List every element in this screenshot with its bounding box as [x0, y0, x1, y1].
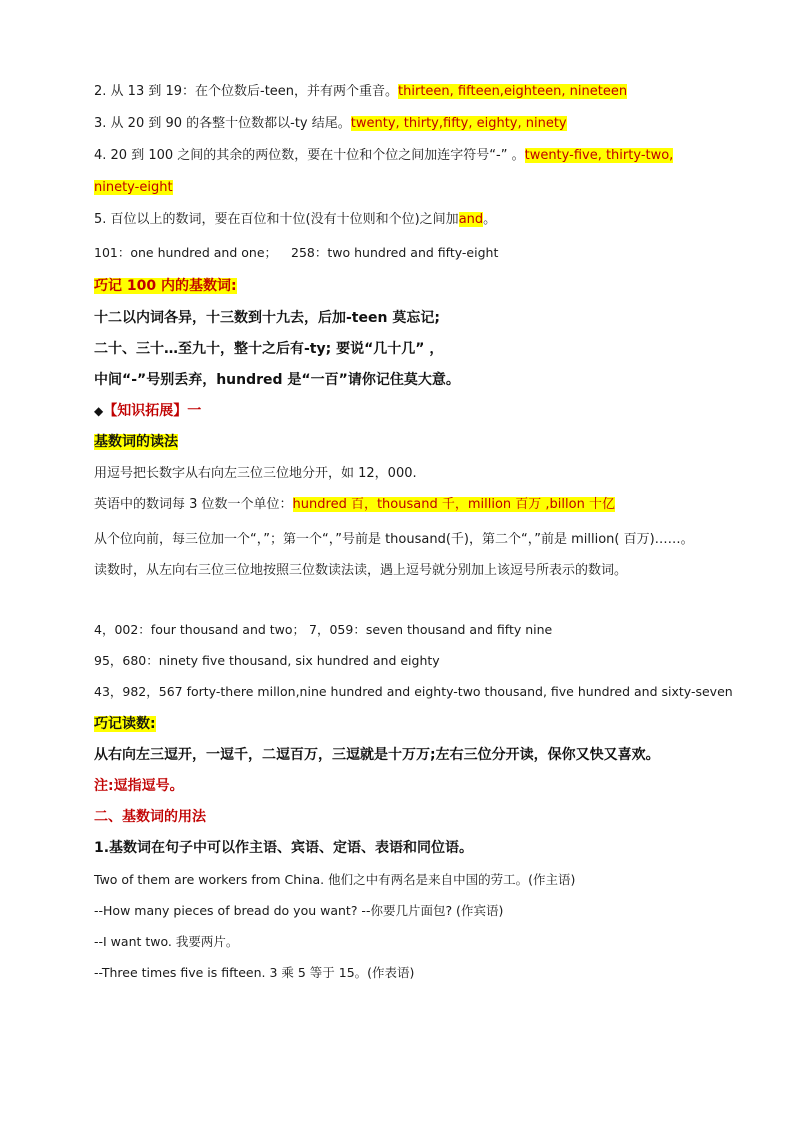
- mnemonic-2-title: 巧记读数:: [94, 716, 156, 732]
- rule-2: [94, 82, 627, 102]
- extension-subtitle: 基数词的读法: [94, 434, 178, 450]
- extension-header: [94, 401, 201, 422]
- rule-4-cont: [94, 178, 173, 198]
- mnemonic-2-line-1: 从右向左三逗开，一逗千，二逗百万，三逗就是十万万;左右三位分开读，保你又快又喜欢。: [94, 747, 660, 763]
- rule-4-highlight-2: ninety-eight: [94, 180, 173, 195]
- extension-para-3: 从个位向前，每三位加一个“，”；第一个“，”号前是 thousand(千)，第二个“，”前是 million( 百万)……。读数时，从左向右三位三位地按照三位数读法读，遇上逗号就分别加上该逗号所表示的数词。: [94, 532, 694, 578]
- reading-example-1: 4，002：four thousand and two； 7，059：seven thousand and fifty nine: [94, 622, 553, 637]
- reading-example-2: 95，680：ninety five thousand, six hundred and eighty: [94, 653, 440, 668]
- extension-para-1: 用逗号把长数字从右向左三位三位地分开，如 12，000.: [94, 466, 417, 481]
- rule-2-highlight: thirteen, fifteen,eighteen, nineteen: [398, 84, 628, 99]
- mnemonic-1-title: 巧记 100 内的基数词:: [94, 278, 237, 294]
- mnemonic-1-line-2: 二十、三十…至九十，整十之后有-ty; 要说“几十几” ，: [94, 341, 444, 357]
- rule-3-text: 3. 从 20 到 90 的各整十位数都以-ty 结尾。: [94, 116, 351, 131]
- rule-3-highlight: twenty, thirty,fifty, eighty, ninety: [350, 116, 567, 131]
- example-101: 101：one hundred and one；: [94, 245, 278, 260]
- rule-3: [94, 114, 567, 134]
- usage-sentence-3: --I want two. 我要两片。: [94, 934, 239, 949]
- rule-4: [94, 146, 673, 166]
- mnemonic-1-line-1: 十二以内词各异，十三数到十九去，后加-teen 莫忘记;: [94, 310, 440, 326]
- usage-sentence-4: --Three times five is fifteen. 3 乘 5 等于 15。(作表语): [94, 965, 415, 980]
- usage-sentence-2: --How many pieces of bread do you want? --你要几片面包? (作宾语): [94, 903, 504, 918]
- mnemonic-1-title-row: [94, 276, 237, 297]
- usage-title: 二、基数词的用法: [94, 809, 206, 825]
- rule-5: 5. 百位以上的数词，要在百位和十位(没有十位则和个位)之间加and。: [94, 212, 497, 227]
- diamond-icon: ◆: [94, 404, 104, 418]
- extension-title: 【知识拓展】一: [103, 403, 202, 419]
- mnemonic-2-title-row: [94, 714, 156, 735]
- usage-heading-1: 1.基数词在句子中可以作主语、宾语、定语、表语和同位语。: [94, 840, 474, 856]
- mnemonic-1-line-3: 中间“-”号别丢弃，hundred 是“一百”请你记住莫大意。: [94, 372, 460, 388]
- usage-sentence-1: Two of them are workers from China. 他们之中有两名是来自中国的劳工。(作主语): [94, 872, 576, 887]
- rule-5-highlight: and: [458, 212, 484, 227]
- rule-5-examples: [94, 243, 498, 263]
- reading-example-3: 43，982，567 forty-there millon,nine hundred and eighty-two thousand, five hundred and sixty-seven: [94, 684, 733, 699]
- rule-4-text: 4. 20 到 100 之间的其余的两位数，要在十位和个位之间加连字符号“-” 。: [94, 148, 525, 163]
- rule-4-highlight-1: twenty-five, thirty-two,: [524, 148, 674, 163]
- example-258: 258：two hundred and fifty-eight: [291, 245, 499, 260]
- rule-5-text: 5. 百位以上的数词，要在百位和十位(没有十位则和个位)之间加: [94, 212, 459, 227]
- rule-2-text: 2. 从 13 到 19：在个位数后-teen，并有两个重音。: [94, 84, 399, 99]
- extension-para-2: [94, 495, 615, 515]
- units-highlight: hundred 百，thousand 千，million 百万 ,billon 十亿: [292, 497, 615, 512]
- extension-para-2-text: 英语中的数词每 3 位数一个单位：: [94, 497, 293, 512]
- extension-subtitle-row: [94, 432, 178, 453]
- mnemonic-2-note: 注:逗指逗号。: [94, 778, 184, 794]
